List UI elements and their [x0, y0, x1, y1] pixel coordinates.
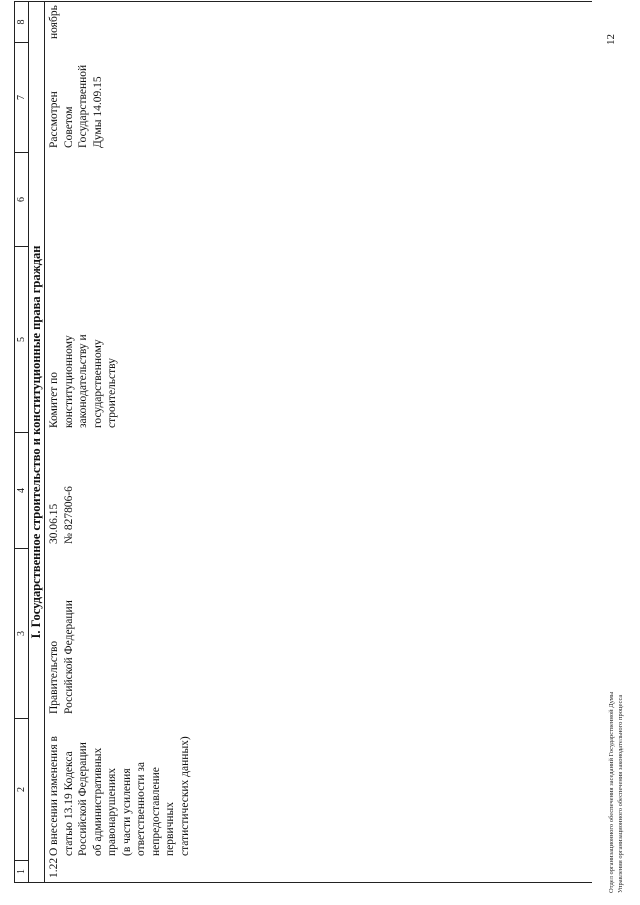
column-number: 6	[15, 152, 28, 246]
initiator: Правительство Российской Федерации	[48, 600, 75, 714]
bills-table	[14, 1, 592, 883]
column-number-row	[14, 2, 29, 882]
date-and-number: 30.06.15 № 827806-6	[48, 486, 75, 544]
column-number: 7	[15, 42, 28, 152]
month: ноябрь	[48, 5, 60, 39]
section-title: I. Государственное строительство и конституционные права граждан	[28, 2, 45, 882]
footer-line-2: Управления организационного обеспечения законодательного процесса	[617, 694, 624, 893]
status: Рассмотрен Советом Государственной Думы 14.09.15	[48, 64, 104, 148]
footer-line-1: Отдел организационного обеспечения заседаний Государственной Думы	[608, 691, 615, 893]
committee: Комитет по конституционному законодательству и государственному строительству	[48, 334, 118, 428]
column-number: 4	[15, 432, 28, 548]
column-number: 8	[16, 19, 27, 25]
column-number: 3	[15, 548, 28, 718]
column-number: 5	[15, 246, 28, 432]
footer	[607, 692, 625, 893]
column-number: 2	[15, 718, 28, 860]
row-number: 1.22	[48, 857, 60, 878]
column-number: 1	[15, 860, 28, 882]
bill-title: О внесении изменения в статью 13.19 Кодекса Российской Федерации об административных правонарушениях (в части усиления ответственности за непредоставление первичных статистических данных)	[48, 736, 191, 856]
page-number: 12	[605, 34, 617, 45]
